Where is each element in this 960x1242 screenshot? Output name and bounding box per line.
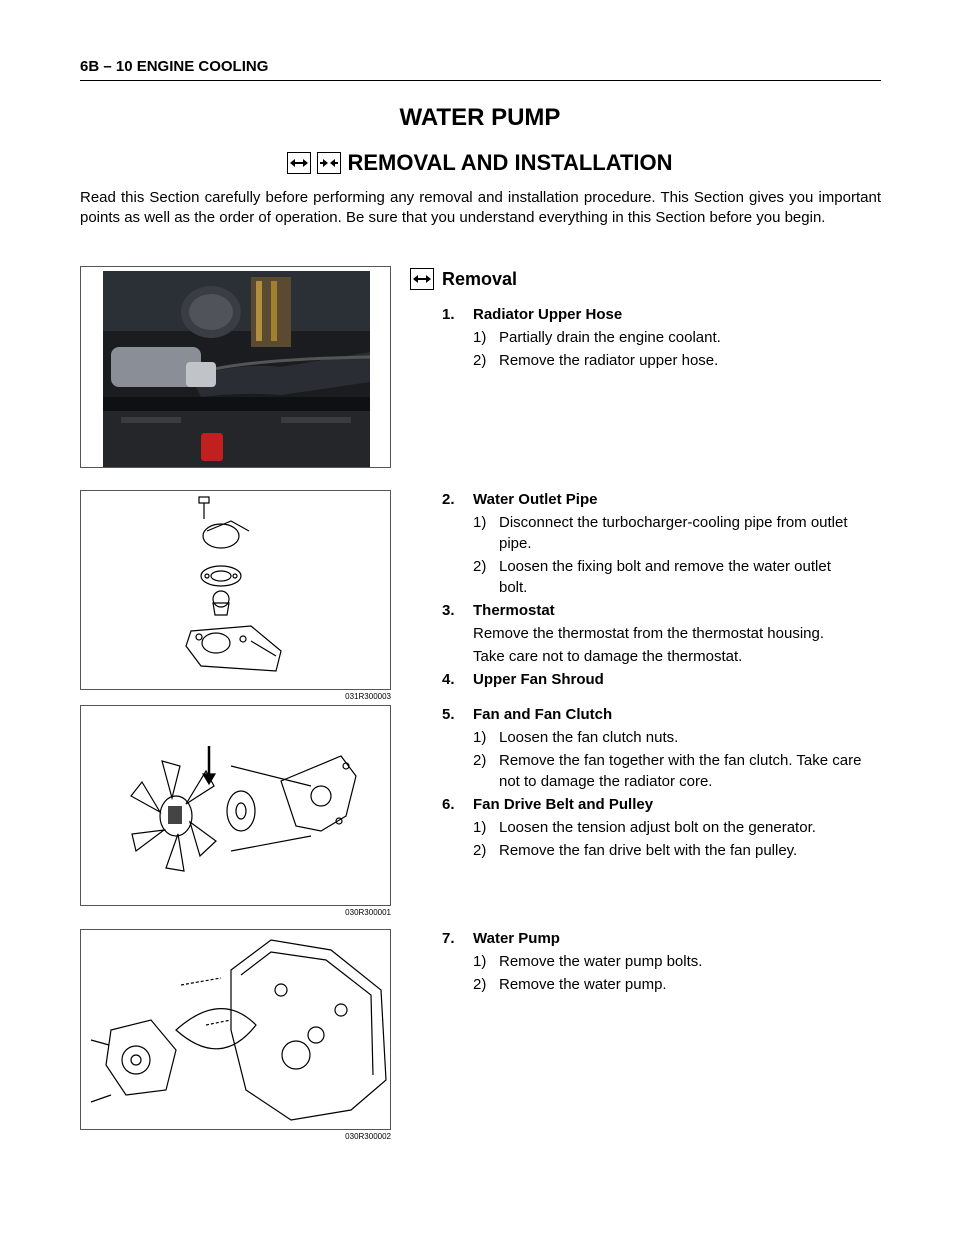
step-text: Remove the thermostat from the thermostat housing. [473, 625, 824, 642]
step-group-3 [442, 704, 882, 863]
page-title: WATER PUMP [399, 104, 561, 131]
step-group-2 [442, 489, 882, 692]
step-substep: 2) Loosen the fixing bolt and remove the water outlet bolt. [473, 558, 831, 596]
step-heading: 6. Fan Drive Belt and Pulley [442, 796, 654, 813]
figure-caption-2: 031R300003 [345, 692, 391, 701]
intro-paragraph: Read this Section carefully before performing any removal and installation procedure. This Section gives you important points as well as the order of operation. Be sure that you understand everything in this Section before you begin. [80, 189, 881, 226]
step-heading: 2. Water Outlet Pipe [442, 491, 598, 508]
step-heading: 4. Upper Fan Shroud [442, 671, 604, 688]
removal-arrows-icon [287, 152, 311, 174]
step-substep: 2) Remove the water pump. [473, 976, 667, 993]
figure-caption-3: 030R300001 [345, 908, 391, 917]
step-heading: 7. Water Pump [442, 930, 560, 947]
thermostat-exploded-diagram [80, 490, 391, 690]
engine-bay-photo [80, 266, 391, 468]
step-substep: 1) Remove the water pump bolts. [473, 953, 703, 970]
step-substep: 1) Loosen the tension adjust bolt on the generator. [473, 819, 816, 836]
installation-arrows-icon [317, 152, 341, 174]
removal-heading [410, 268, 517, 290]
page-header: 6B – 10 ENGINE COOLING [80, 58, 881, 81]
removal-heading-text: Removal [442, 268, 518, 289]
water-pump-diagram [80, 929, 391, 1130]
step-heading: 3. Thermostat [442, 602, 555, 619]
step-heading: 1. Radiator Upper Hose [442, 306, 623, 323]
removal-arrows-icon [410, 268, 434, 290]
step-substep: 1) Partially drain the engine coolant. [473, 329, 721, 346]
step-heading: 5. Fan and Fan Clutch [442, 706, 613, 723]
step-substep: 2) Remove the fan together with the fan clutch. Take care not to damage the radiator core. [473, 752, 862, 790]
step-substep: 2) Remove the radiator upper hose. [473, 352, 719, 369]
fan-clutch-diagram [80, 705, 391, 906]
figure-caption-4: 030R300002 [345, 1132, 391, 1141]
subtitle-text: REMOVAL AND INSTALLATION [347, 150, 673, 175]
step-substep: 2) Remove the fan drive belt with the fan pulley. [473, 842, 798, 859]
section-subtitle [0, 150, 960, 180]
step-substep: 1) Disconnect the turbocharger-cooling pipe from outlet pipe. [473, 514, 848, 552]
step-substep: 1) Loosen the fan clutch nuts. [473, 729, 679, 746]
step-text: Take care not to damage the thermostat. [473, 648, 743, 665]
step-group-1 [442, 304, 882, 373]
step-group-4 [442, 928, 882, 997]
